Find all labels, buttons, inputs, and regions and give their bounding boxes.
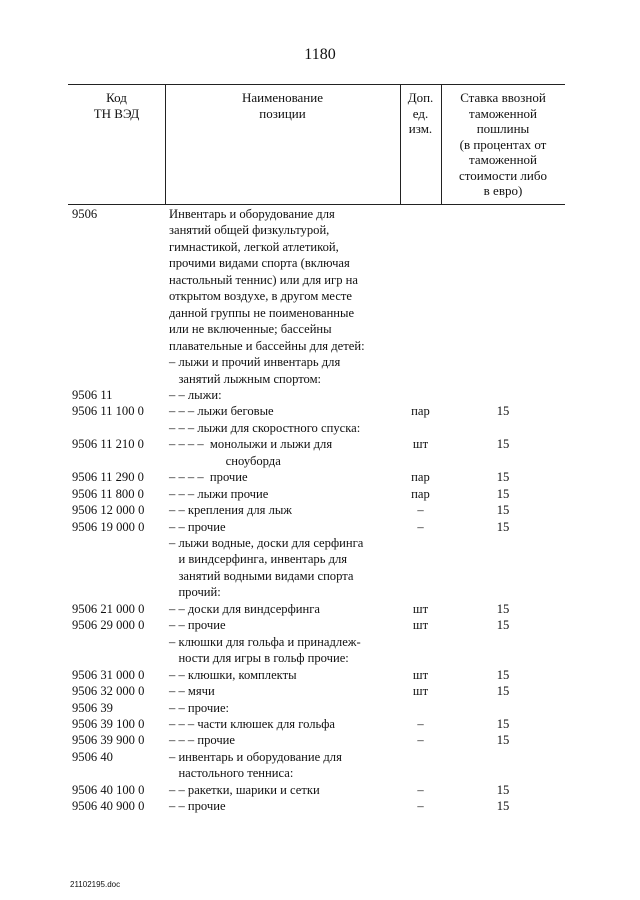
table-row: [0, 436, 640, 452]
unit-cell: –: [417, 519, 424, 534]
name-cell: настольного тенниса:: [169, 766, 294, 781]
code-cell: 9506 40 100 0: [72, 782, 145, 797]
table-row: [0, 453, 640, 469]
table-row: [0, 255, 640, 271]
table-row: [0, 502, 640, 518]
name-cell: – – – прочие: [169, 733, 236, 748]
unit-cell: шт: [412, 684, 429, 699]
code-cell: 9506 29 000 0: [72, 618, 145, 633]
name-cell: прочими видами спорта (включая: [169, 256, 350, 271]
footer-filename: 21102195.doc: [70, 880, 121, 889]
name-cell: данной группы не поименованные: [169, 305, 355, 320]
name-cell: – – прочие:: [169, 700, 230, 715]
unit-cell: –: [417, 799, 424, 814]
code-cell: 9506 31 000 0: [72, 667, 145, 682]
name-cell: – инвентарь и оборудование для: [169, 749, 342, 764]
table-row: [0, 667, 640, 683]
unit-cell: шт: [412, 601, 429, 616]
name-cell: – – клюшки, комплекты: [169, 667, 297, 682]
table-row: [0, 222, 640, 238]
name-cell: плавательные и бассейны для детей:: [169, 338, 365, 353]
name-cell: занятий общей физкультурой,: [169, 223, 330, 238]
table-row: [0, 387, 640, 403]
name-cell: – клюшки для гольфа и принадлеж-: [169, 634, 361, 649]
name-cell: – – крепления для лыж: [169, 503, 293, 518]
header-unit: Доп. ед. изм.: [407, 90, 434, 136]
unit-cell: пар: [411, 486, 430, 501]
table-row: [0, 584, 640, 600]
rate-cell: 15: [496, 733, 510, 748]
unit-cell: пар: [411, 470, 430, 485]
table-row: [0, 420, 640, 436]
code-cell: 9506 40 900 0: [72, 799, 145, 814]
table-row: [0, 568, 640, 584]
name-cell: ности для игры в гольф прочие:: [169, 651, 349, 666]
rate-cell: 15: [496, 486, 510, 501]
name-cell: гимнастикой, легкой атлетикой,: [169, 239, 339, 254]
code-cell: 9506 39 900 0: [72, 733, 145, 748]
table-row: [0, 798, 640, 814]
rate-cell: 15: [496, 404, 510, 419]
table-row: [0, 469, 640, 485]
name-cell: занятий лыжным спортом:: [169, 371, 322, 386]
table-row: [0, 239, 640, 255]
rate-cell: 15: [496, 503, 510, 518]
code-cell: 9506 11 290 0: [72, 470, 144, 485]
table-row: [0, 765, 640, 781]
page-number: 1180: [304, 46, 336, 63]
table-header-rule: [68, 204, 565, 205]
name-cell: – – прочие: [169, 799, 226, 814]
rate-cell: 15: [496, 601, 510, 616]
name-cell: и виндсерфинга, инвентарь для: [169, 552, 348, 567]
table-row: [0, 371, 640, 387]
name-cell: прочий:: [169, 585, 221, 600]
table-top-rule: [68, 84, 565, 85]
name-cell: – – – – прочие: [169, 470, 248, 485]
header-code: Код ТН ВЭД: [93, 90, 140, 121]
name-cell: – – – лыжи прочие: [169, 486, 269, 501]
name-cell: – – мячи: [169, 684, 215, 699]
name-cell: или не включенные; бассейны: [169, 322, 332, 337]
rate-cell: 15: [496, 716, 510, 731]
name-cell: – – – – монолыжи и лыжи для: [169, 437, 333, 452]
rate-cell: 15: [496, 519, 510, 534]
code-cell: 9506 32 000 0: [72, 684, 145, 699]
header-name: Наименование позиции: [242, 90, 323, 121]
name-cell: открытом воздухе, в другом месте: [169, 289, 353, 304]
name-cell: – – – лыжи беговые: [169, 404, 274, 419]
name-cell: – – прочие: [169, 618, 226, 633]
table-row: [0, 634, 640, 650]
table-row: [0, 486, 640, 502]
table-row: [0, 321, 640, 337]
code-cell: 9506 11 800 0: [72, 486, 144, 501]
table-row: [0, 601, 640, 617]
unit-cell: –: [417, 503, 424, 518]
code-cell: 9506: [72, 207, 98, 221]
unit-cell: –: [417, 733, 424, 748]
unit-cell: –: [417, 716, 424, 731]
code-cell: 9506 40: [72, 749, 113, 764]
rate-cell: 15: [496, 618, 510, 633]
code-cell: 9506 11 100 0: [72, 404, 144, 419]
code-cell: 9506 21 000 0: [72, 601, 145, 616]
code-cell: 9506 19 000 0: [72, 519, 145, 534]
name-cell: сноуборда: [169, 453, 281, 468]
name-cell: настольный теннис) или для игр на: [169, 272, 358, 287]
table-row: [0, 650, 640, 666]
table-row: [0, 403, 640, 419]
code-cell: 9506 12 000 0: [72, 503, 145, 518]
name-cell: – – – лыжи для скоростного спуска:: [169, 420, 361, 435]
table-row: [0, 700, 640, 716]
name-cell: – – доски для виндсерфинга: [169, 601, 320, 616]
rate-cell: 15: [496, 667, 510, 682]
unit-cell: пар: [411, 404, 430, 419]
table-row: [0, 782, 640, 798]
code-cell: 9506 39 100 0: [72, 716, 145, 731]
table-row: [0, 732, 640, 748]
rate-cell: 15: [496, 437, 510, 452]
name-cell: – – прочие: [169, 519, 226, 534]
table-row: [0, 288, 640, 304]
unit-cell: шт: [412, 667, 429, 682]
table-row: [0, 354, 640, 370]
name-cell: – – лыжи:: [169, 387, 222, 402]
rate-cell: 15: [496, 799, 510, 814]
code-cell: 9506 11 210 0: [72, 437, 144, 452]
name-cell: Инвентарь и оборудование для: [169, 207, 335, 221]
table-row: [0, 272, 640, 288]
name-cell: – – – части клюшек для гольфа: [169, 716, 335, 731]
code-cell: 9506 11: [72, 387, 113, 402]
unit-cell: шт: [412, 437, 429, 452]
table-row: [0, 683, 640, 699]
rate-cell: 15: [496, 782, 510, 797]
header-rate: Ставка ввозной таможенной пошлины (в процентах от таможенной стоимости либо в евро): [458, 90, 547, 198]
table-row: [0, 617, 640, 633]
table-row: [0, 551, 640, 567]
name-cell: – – ракетки, шарики и сетки: [169, 782, 320, 797]
table-row: [0, 749, 640, 765]
table-row: [0, 716, 640, 732]
code-cell: 9506 39: [72, 700, 113, 715]
table-row: [0, 206, 640, 222]
table-row: [0, 305, 640, 321]
unit-cell: шт: [412, 618, 429, 633]
name-cell: занятий водными видами спорта: [169, 568, 354, 583]
name-cell: – лыжи и прочий инвентарь для: [169, 355, 341, 370]
name-cell: – лыжи водные, доски для серфинга: [169, 536, 364, 550]
table-row: [0, 519, 640, 535]
rate-cell: 15: [496, 470, 510, 485]
unit-cell: –: [417, 782, 424, 797]
table-row: [0, 338, 640, 354]
table-row: [0, 535, 640, 551]
rate-cell: 15: [496, 684, 510, 699]
